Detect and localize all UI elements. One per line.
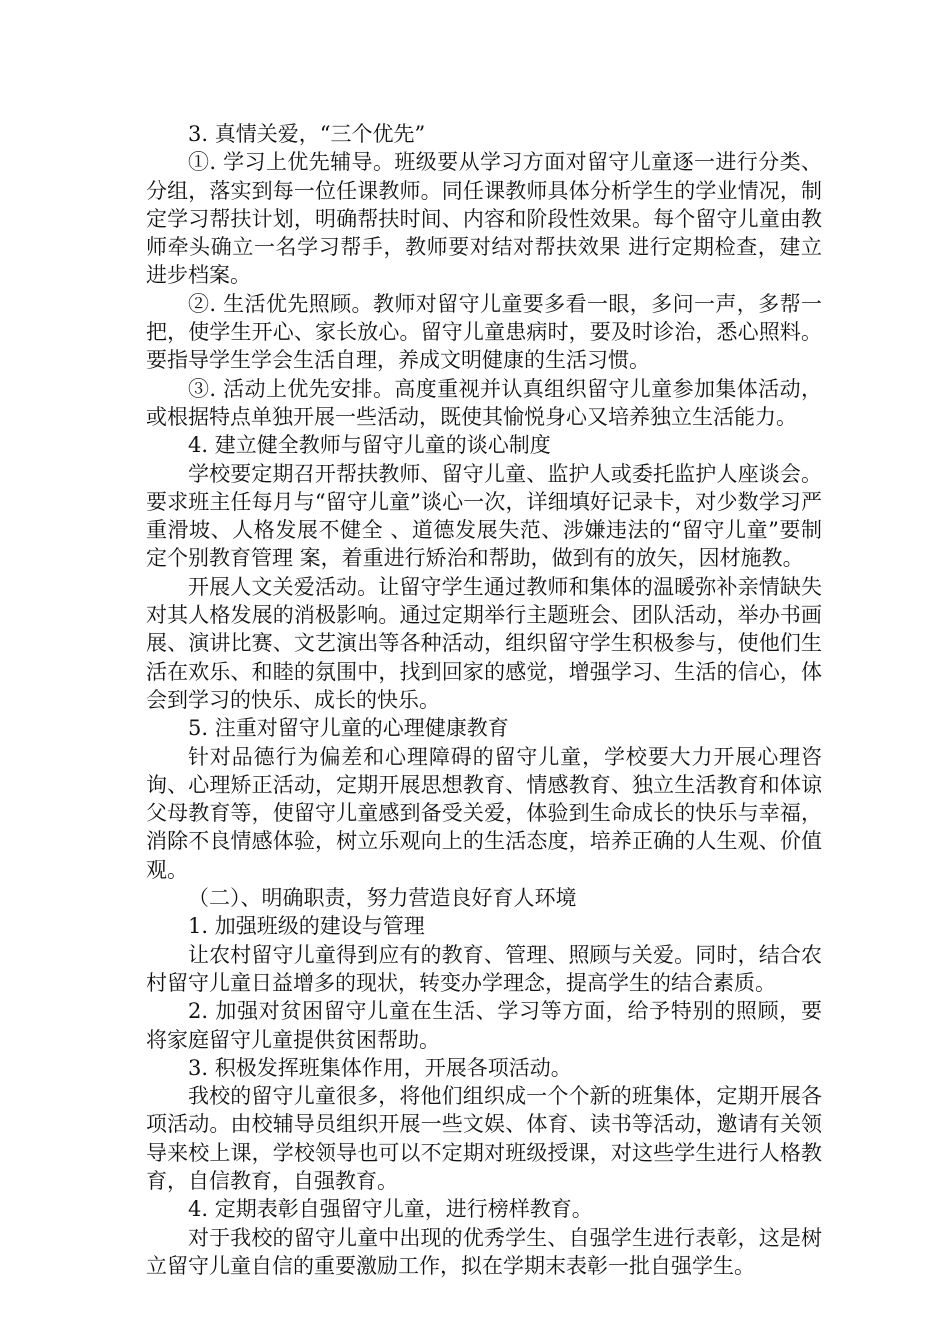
heading-mental-health: 5. 注重对留守儿童的心理健康教育 xyxy=(188,716,509,741)
paragraph-commendation: 对于我校的留守儿童中出现的优秀学生、自强学生进行表彰，这是树立留守儿童自信的重要激励工作，拟在学期末表彰一批自强学生。 xyxy=(146,1225,822,1278)
paragraph-class-activities: 我校的留守儿童很多，将他们组织成一个个新的班集体，定期开展各项活动。由校辅导员组织开展一些文娱、体育、读书等活动，邀请有关领导来校上课，学校领导也可以不定期对班级授课，对这些学生进行人格教育，自信教育，自强教育。 xyxy=(146,1084,822,1193)
heading-class-activities: 3. 积极发挥班集体作用，开展各项活动。 xyxy=(188,1055,572,1080)
heading-three-priorities: 3. 真情关爱，“三个优先” xyxy=(188,122,426,146)
heading-commendation: 4. 定期表彰自强留守儿童，进行榜样教育。 xyxy=(188,1197,593,1222)
paragraph-activity-priority: ③. 活动上优先安排。高度重视并认真组织留守儿童参加集体活动，或根据特点单独开展一些活动，既使其愉悦身心又培养独立生活能力。 xyxy=(146,376,822,429)
document-page xyxy=(146,120,822,1280)
paragraph-poverty-help: 2. 加强对贫困留守儿童在生活、学习等方面，给予特别的照顾，要将家庭留守儿童提供贫困帮助。 xyxy=(146,999,822,1052)
paragraph-life-priority: ②. 生活优先照顾。教师对留守儿童要多看一眼，多问一声，多帮一把，使学生开心、家长放心。留守儿童患病时，要及时诊治，悉心照料。要指导学生学会生活自理，养成文明健康的生活习惯。 xyxy=(146,291,822,373)
paragraph-class-building: 让农村留守儿童得到应有的教育、管理、照顾与关爱。同时，结合农村留守儿童日益增多的现状，转变办学理念，提高学生的结合素质。 xyxy=(146,942,822,995)
heading-class-building: 1. 加强班级的建设与管理 xyxy=(188,914,425,939)
section-heading-two: （二）、明确职责，努力营造良好育人环境 xyxy=(188,886,577,911)
heading-talk-system: 4. 建立健全教师与留守儿童的谈心制度 xyxy=(188,433,551,458)
paragraph-study-priority: ①. 学习上优先辅导。班级要从学习方面对留守儿童逐一进行分类、分组，落实到每一位任课教师。同任课教师具体分析学生的学业情况，制定学习帮扶计划，明确帮扶时间、内容和阶段性效果。每个留守儿童由教师牵头确立一名学习帮手，教师要对结对帮扶效果 进行定期检查，建立进步档案。 xyxy=(146,150,822,288)
paragraph-mental-health: 针对品德行为偏差和心理障碍的留守儿童，学校要大力开展心理咨询、心理矫正活动，定期开展思想教育、情感教育、独立生活教育和体谅父母教育等，使留守儿童感到备受关爱，体验到生命成长的快乐与幸福，消除不良情感体验，树立乐观向上的生活态度，培养正确的人生观、价值观。 xyxy=(146,744,822,882)
paragraph-talk-system: 学校要定期召开帮扶教师、留守儿童、监护人或委托监护人座谈会。要求班主任每月与“留守儿童”谈心一次，详细填好记录卡，对少数学习严重滑坡、人格发展不健全 、道德发展失范、涉嫌违法的“留守儿童”要制定个别教育管理 案，着重进行矫治和帮助，做到有的放矢，因材施教。 xyxy=(146,461,822,571)
paragraph-humanistic-care: 开展人文关爱活动。让留守学生通过教师和集体的温暖弥补亲情缺失对其人格发展的消极影响。通过定期举行主题班会、团队活动，举办书画展、演讲比赛、文艺演出等各种活动，组织留守学生积极参与，使他们生活在欢乐、和睦的氛围中，找到回家的感觉，增强学习、生活的信心，体会到学习的快乐、成长的快乐。 xyxy=(146,574,822,712)
